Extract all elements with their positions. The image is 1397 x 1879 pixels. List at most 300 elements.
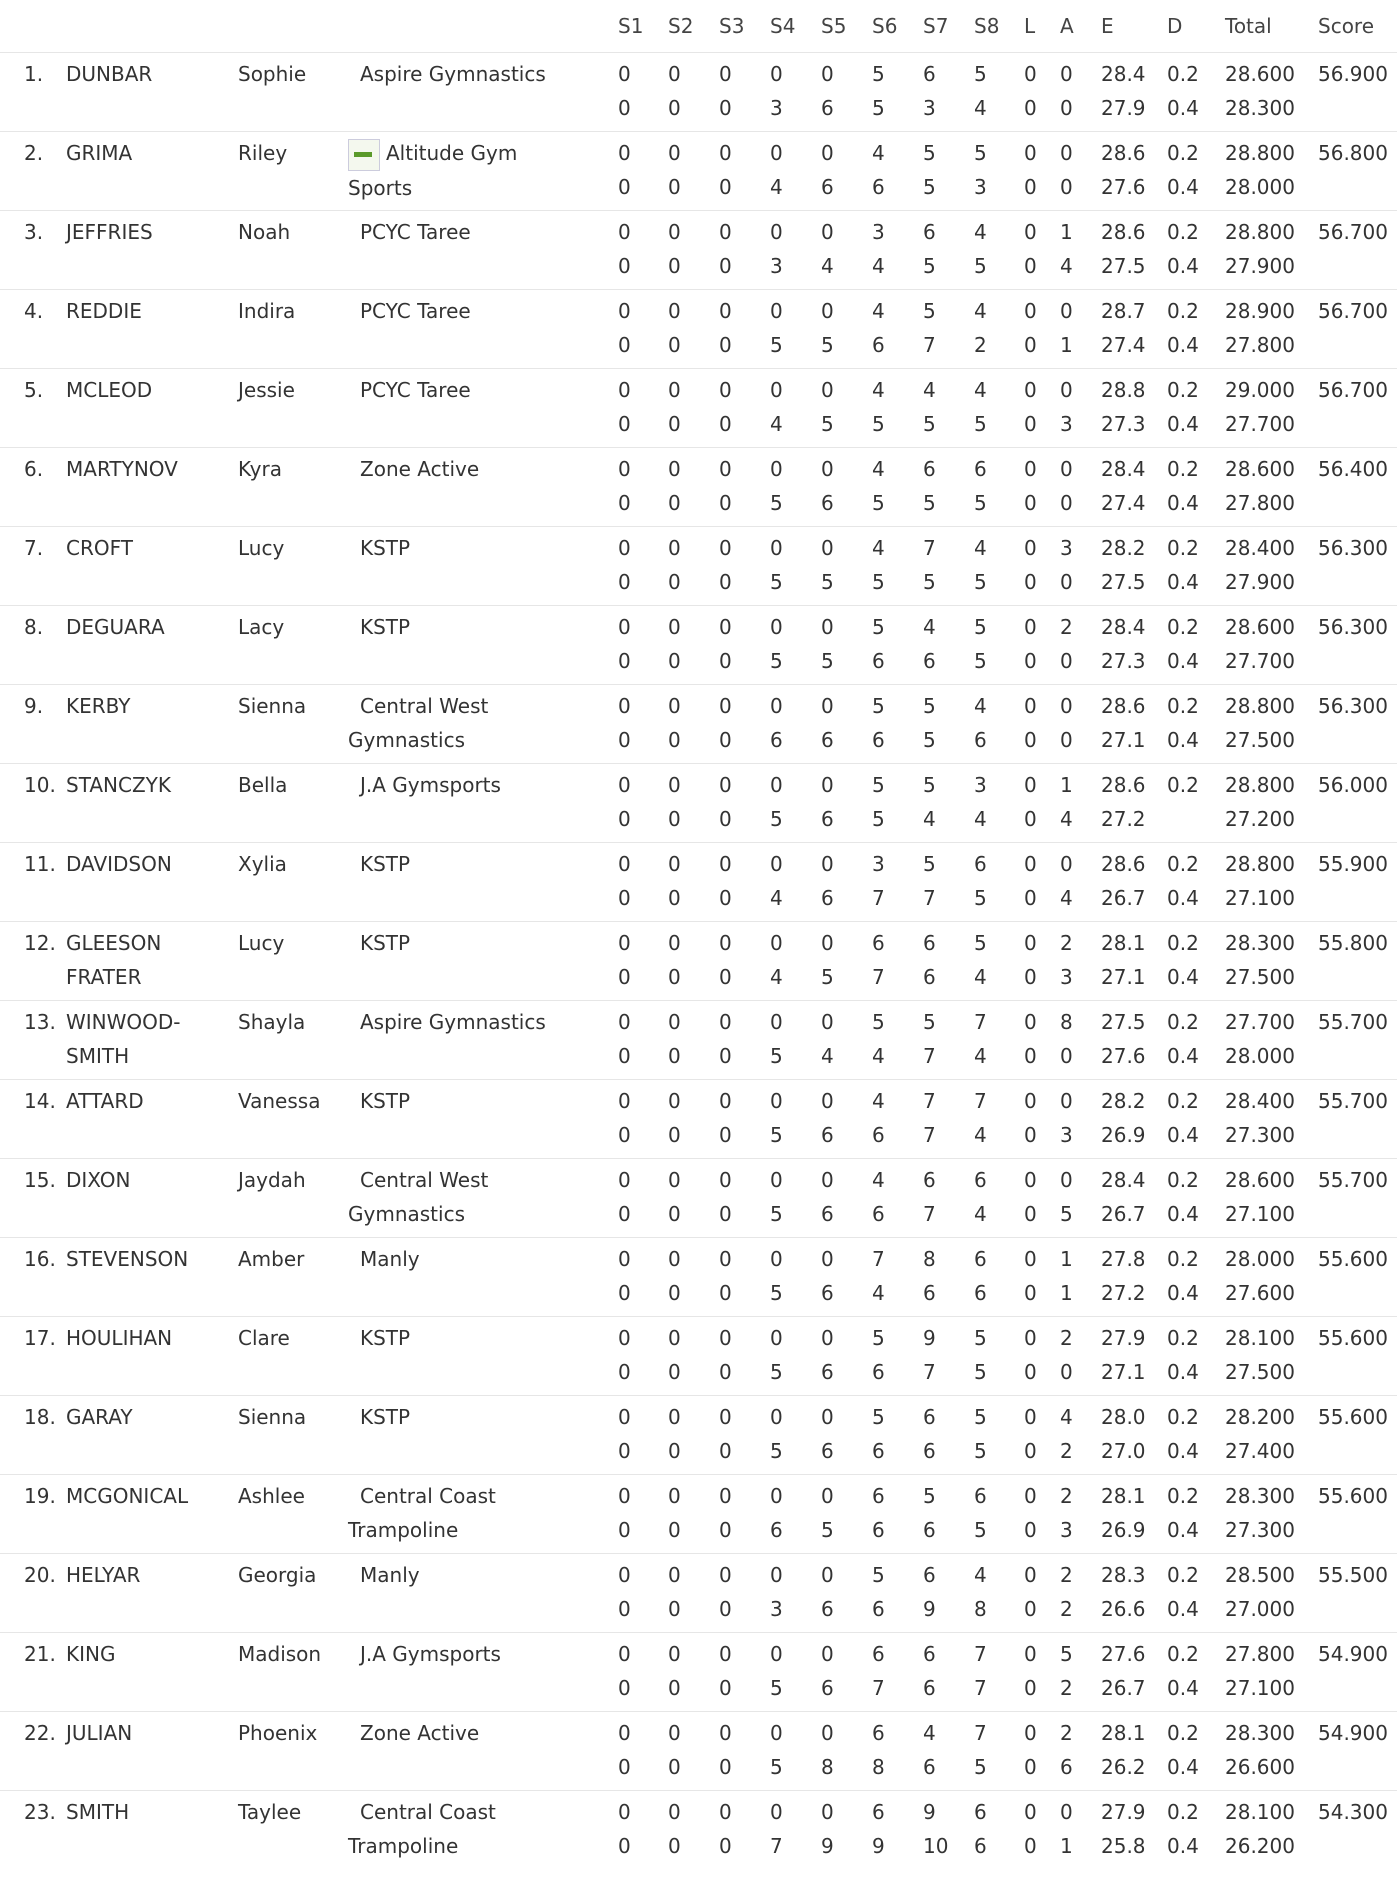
table-row bbox=[0, 210, 1397, 289]
routine1-s5: 0 bbox=[821, 378, 834, 402]
routine2-l: 0 bbox=[1024, 1360, 1037, 1384]
routine2-s1: 0 bbox=[618, 333, 631, 357]
routine2-l: 0 bbox=[1024, 649, 1037, 673]
routine1-s7: 5 bbox=[923, 1484, 936, 1508]
routine1-s1: 0 bbox=[618, 852, 631, 876]
routine2-s6: 8 bbox=[872, 1755, 885, 1779]
routine1-s5: 0 bbox=[821, 931, 834, 955]
routine2-total: 27.500 bbox=[1225, 965, 1295, 989]
routine2-total: 27.500 bbox=[1225, 728, 1295, 752]
routine1-total: 28.500 bbox=[1225, 1563, 1295, 1587]
rank: 23. bbox=[24, 1800, 56, 1824]
routine2-total: 27.500 bbox=[1225, 1360, 1295, 1384]
routine2-s4: 5 bbox=[770, 1360, 783, 1384]
routine2-a: 4 bbox=[1060, 807, 1073, 831]
routine2-d: 0.4 bbox=[1167, 965, 1199, 989]
routine2-s4: 5 bbox=[770, 1044, 783, 1068]
routine1-e: 28.6 bbox=[1101, 141, 1146, 165]
routine2-s6: 6 bbox=[872, 1597, 885, 1621]
routine2-e: 27.3 bbox=[1101, 649, 1146, 673]
routine2-d: 0.4 bbox=[1167, 175, 1199, 199]
last-name: ATTARD bbox=[66, 1089, 144, 1113]
routine2-s6: 5 bbox=[872, 96, 885, 120]
routine2-s5: 6 bbox=[821, 1123, 834, 1147]
routine2-s3: 0 bbox=[719, 1518, 732, 1542]
routine2-e: 25.8 bbox=[1101, 1834, 1146, 1858]
routine2-total: 27.700 bbox=[1225, 649, 1295, 673]
routine1-s4: 0 bbox=[770, 220, 783, 244]
routine2-s5: 4 bbox=[821, 254, 834, 278]
routine1-total: 27.700 bbox=[1225, 1010, 1295, 1034]
routine2-s7: 6 bbox=[923, 1755, 936, 1779]
routine1-d: 0.2 bbox=[1167, 615, 1199, 639]
routine1-s2: 0 bbox=[668, 1326, 681, 1350]
rank: 17. bbox=[24, 1326, 56, 1350]
routine1-s1: 0 bbox=[618, 694, 631, 718]
routine1-l: 0 bbox=[1024, 1089, 1037, 1113]
routine1-s1: 0 bbox=[618, 62, 631, 86]
routine1-s7: 6 bbox=[923, 457, 936, 481]
last-name: KING bbox=[66, 1642, 116, 1666]
club-name: KSTP bbox=[360, 931, 411, 955]
routine1-s4: 0 bbox=[770, 536, 783, 560]
routine2-d: 0.4 bbox=[1167, 96, 1199, 120]
rank: 15. bbox=[24, 1168, 56, 1192]
routine1-e: 27.6 bbox=[1101, 1642, 1146, 1666]
routine2-s1: 0 bbox=[618, 1755, 631, 1779]
routine1-a: 0 bbox=[1060, 378, 1073, 402]
routine2-d: 0.4 bbox=[1167, 649, 1199, 673]
routine1-s3: 0 bbox=[719, 615, 732, 639]
routine2-s3: 0 bbox=[719, 175, 732, 199]
routine1-s5: 0 bbox=[821, 536, 834, 560]
routine2-s8: 6 bbox=[974, 1834, 987, 1858]
routine2-e: 27.6 bbox=[1101, 175, 1146, 199]
routine1-l: 0 bbox=[1024, 1247, 1037, 1271]
routine1-s8: 6 bbox=[974, 457, 987, 481]
routine2-a: 4 bbox=[1060, 886, 1073, 910]
routine1-s8: 7 bbox=[974, 1089, 987, 1113]
routine2-s3: 0 bbox=[719, 1360, 732, 1384]
column-header-e: E bbox=[1101, 14, 1114, 38]
table-row bbox=[0, 1632, 1397, 1711]
routine1-s7: 7 bbox=[923, 536, 936, 560]
first-name: Indira bbox=[238, 299, 296, 323]
routine1-d: 0.2 bbox=[1167, 378, 1199, 402]
routine2-s1: 0 bbox=[618, 491, 631, 515]
routine1-total: 28.800 bbox=[1225, 773, 1295, 797]
routine1-s5: 0 bbox=[821, 1721, 834, 1745]
routine1-a: 2 bbox=[1060, 1484, 1073, 1508]
routine1-e: 28.4 bbox=[1101, 62, 1146, 86]
routine1-s3: 0 bbox=[719, 457, 732, 481]
routine1-total: 29.000 bbox=[1225, 378, 1295, 402]
table-row bbox=[0, 1079, 1397, 1158]
routine2-a: 3 bbox=[1060, 1518, 1073, 1542]
routine2-a: 1 bbox=[1060, 333, 1073, 357]
routine1-s6: 5 bbox=[872, 694, 885, 718]
routine2-s2: 0 bbox=[668, 965, 681, 989]
routine1-d: 0.2 bbox=[1167, 931, 1199, 955]
routine2-d: 0.4 bbox=[1167, 1597, 1199, 1621]
club-name: Aspire Gymnastics bbox=[360, 62, 546, 86]
club-name: KSTP bbox=[360, 852, 411, 876]
routine1-s6: 5 bbox=[872, 1563, 885, 1587]
routine2-s1: 0 bbox=[618, 728, 631, 752]
routine1-s2: 0 bbox=[668, 457, 681, 481]
routine2-s7: 7 bbox=[923, 1202, 936, 1226]
routine2-s8: 7 bbox=[974, 1676, 987, 1700]
routine1-e: 28.8 bbox=[1101, 378, 1146, 402]
routine1-s2: 0 bbox=[668, 378, 681, 402]
routine2-s3: 0 bbox=[719, 807, 732, 831]
routine2-a: 2 bbox=[1060, 1676, 1073, 1700]
club-name: Aspire Gymnastics bbox=[360, 1010, 546, 1034]
routine2-e: 27.1 bbox=[1101, 1360, 1146, 1384]
routine2-s7: 7 bbox=[923, 1360, 936, 1384]
routine2-e: 26.2 bbox=[1101, 1755, 1146, 1779]
routine1-s5: 0 bbox=[821, 1168, 834, 1192]
club-name: Zone Active bbox=[360, 457, 480, 481]
rank: 3. bbox=[24, 220, 44, 244]
routine1-s6: 4 bbox=[872, 1168, 885, 1192]
club-name: Central Coast Trampoline bbox=[348, 1800, 496, 1858]
routine2-l: 0 bbox=[1024, 1755, 1037, 1779]
routine2-s3: 0 bbox=[719, 1281, 732, 1305]
routine1-s7: 9 bbox=[923, 1326, 936, 1350]
routine2-s4: 6 bbox=[770, 1518, 783, 1542]
routine1-total: 28.000 bbox=[1225, 1247, 1295, 1271]
table-row bbox=[0, 763, 1397, 842]
routine2-a: 0 bbox=[1060, 1360, 1073, 1384]
routine1-s5: 0 bbox=[821, 141, 834, 165]
routine2-total: 27.100 bbox=[1225, 1202, 1295, 1226]
club-name: Altitude Gym Sports bbox=[348, 136, 568, 205]
routine1-s2: 0 bbox=[668, 1721, 681, 1745]
routine1-s6: 5 bbox=[872, 615, 885, 639]
routine1-s1: 0 bbox=[618, 1326, 631, 1350]
routine1-s3: 0 bbox=[719, 1800, 732, 1824]
club-name: PCYC Taree bbox=[360, 378, 471, 402]
routine2-s6: 6 bbox=[872, 175, 885, 199]
last-name: JEFFRIES bbox=[66, 220, 153, 244]
routine1-a: 2 bbox=[1060, 1721, 1073, 1745]
routine2-s2: 0 bbox=[668, 254, 681, 278]
routine2-s5: 8 bbox=[821, 1755, 834, 1779]
table-row bbox=[0, 1158, 1397, 1237]
routine2-s2: 0 bbox=[668, 1439, 681, 1463]
routine1-total: 28.800 bbox=[1225, 694, 1295, 718]
routine1-s7: 4 bbox=[923, 1721, 936, 1745]
routine1-a: 5 bbox=[1060, 1642, 1073, 1666]
routine1-s5: 0 bbox=[821, 62, 834, 86]
first-name: Riley bbox=[238, 141, 288, 165]
last-name: STANCZYK bbox=[66, 773, 171, 797]
score: 56.700 bbox=[1318, 220, 1388, 244]
routine1-s4: 0 bbox=[770, 1405, 783, 1429]
routine1-s1: 0 bbox=[618, 1563, 631, 1587]
routine2-s7: 4 bbox=[923, 807, 936, 831]
routine2-l: 0 bbox=[1024, 1044, 1037, 1068]
last-name: DAVIDSON bbox=[66, 852, 172, 876]
routine2-s6: 4 bbox=[872, 254, 885, 278]
routine2-l: 0 bbox=[1024, 728, 1037, 752]
routine1-d: 0.2 bbox=[1167, 694, 1199, 718]
routine2-e: 26.7 bbox=[1101, 1676, 1146, 1700]
routine1-s8: 7 bbox=[974, 1721, 987, 1745]
routine2-s2: 0 bbox=[668, 1202, 681, 1226]
routine1-s1: 0 bbox=[618, 931, 631, 955]
routine2-s2: 0 bbox=[668, 1834, 681, 1858]
routine2-total: 27.800 bbox=[1225, 333, 1295, 357]
club-name: Zone Active bbox=[360, 1721, 480, 1745]
routine1-s7: 5 bbox=[923, 299, 936, 323]
routine2-s8: 8 bbox=[974, 1597, 987, 1621]
routine1-a: 1 bbox=[1060, 220, 1073, 244]
first-name: Bella bbox=[238, 773, 288, 797]
routine2-a: 0 bbox=[1060, 1044, 1073, 1068]
routine2-s8: 4 bbox=[974, 96, 987, 120]
routine2-d: 0.4 bbox=[1167, 1676, 1199, 1700]
routine1-s3: 0 bbox=[719, 536, 732, 560]
routine2-d: 0.4 bbox=[1167, 886, 1199, 910]
routine2-d: 0.4 bbox=[1167, 1044, 1199, 1068]
routine2-s6: 6 bbox=[872, 728, 885, 752]
routine1-e: 28.6 bbox=[1101, 773, 1146, 797]
routine1-s2: 0 bbox=[668, 1089, 681, 1113]
routine1-s6: 5 bbox=[872, 1010, 885, 1034]
routine2-s6: 4 bbox=[872, 1281, 885, 1305]
routine1-s3: 0 bbox=[719, 1721, 732, 1745]
routine1-s4: 0 bbox=[770, 378, 783, 402]
routine2-e: 26.7 bbox=[1101, 1202, 1146, 1226]
routine2-a: 1 bbox=[1060, 1281, 1073, 1305]
score: 56.300 bbox=[1318, 536, 1388, 560]
rank: 9. bbox=[24, 694, 44, 718]
rank: 1. bbox=[24, 62, 44, 86]
routine1-total: 28.100 bbox=[1225, 1800, 1295, 1824]
score: 55.600 bbox=[1318, 1247, 1388, 1271]
routine1-e: 28.2 bbox=[1101, 1089, 1146, 1113]
routine1-s8: 5 bbox=[974, 141, 987, 165]
routine2-l: 0 bbox=[1024, 1202, 1037, 1226]
routine2-s3: 0 bbox=[719, 254, 732, 278]
routine1-s6: 3 bbox=[872, 852, 885, 876]
club-name: J.A Gymsports bbox=[360, 1642, 501, 1666]
routine2-e: 27.6 bbox=[1101, 1044, 1146, 1068]
routine1-e: 27.5 bbox=[1101, 1010, 1146, 1034]
routine1-l: 0 bbox=[1024, 852, 1037, 876]
routine2-s4: 4 bbox=[770, 412, 783, 436]
club-name: Manly bbox=[360, 1247, 420, 1271]
routine2-s2: 0 bbox=[668, 491, 681, 515]
routine1-d: 0.2 bbox=[1167, 220, 1199, 244]
column-header-a: A bbox=[1060, 14, 1074, 38]
routine1-s6: 7 bbox=[872, 1247, 885, 1271]
routine1-s8: 5 bbox=[974, 62, 987, 86]
routine2-s8: 5 bbox=[974, 649, 987, 673]
last-name: STEVENSON bbox=[66, 1247, 189, 1271]
routine1-s6: 5 bbox=[872, 1326, 885, 1350]
routine2-e: 27.5 bbox=[1101, 570, 1146, 594]
last-name: WINWOOD-SMITH bbox=[66, 1010, 181, 1068]
routine1-s1: 0 bbox=[618, 615, 631, 639]
routine2-s1: 0 bbox=[618, 1834, 631, 1858]
routine1-d: 0.2 bbox=[1167, 1247, 1199, 1271]
score: 55.700 bbox=[1318, 1168, 1388, 1192]
routine1-s3: 0 bbox=[719, 1247, 732, 1271]
last-name: SMITH bbox=[66, 1800, 130, 1824]
routine1-d: 0.2 bbox=[1167, 1405, 1199, 1429]
routine2-s4: 6 bbox=[770, 728, 783, 752]
routine1-s5: 0 bbox=[821, 220, 834, 244]
table-row bbox=[0, 131, 1397, 210]
routine2-e: 26.7 bbox=[1101, 886, 1146, 910]
score: 56.000 bbox=[1318, 773, 1388, 797]
routine1-s2: 0 bbox=[668, 615, 681, 639]
routine2-s3: 0 bbox=[719, 333, 732, 357]
routine1-s6: 5 bbox=[872, 1405, 885, 1429]
routine1-s2: 0 bbox=[668, 62, 681, 86]
score: 55.500 bbox=[1318, 1563, 1388, 1587]
routine2-s4: 5 bbox=[770, 1755, 783, 1779]
routine2-d: 0.4 bbox=[1167, 491, 1199, 515]
first-name: Lucy bbox=[238, 536, 285, 560]
routine1-e: 28.4 bbox=[1101, 615, 1146, 639]
routine1-a: 0 bbox=[1060, 694, 1073, 718]
routine2-s3: 0 bbox=[719, 886, 732, 910]
routine2-s4: 5 bbox=[770, 1123, 783, 1147]
routine1-l: 0 bbox=[1024, 220, 1037, 244]
first-name: Kyra bbox=[238, 457, 282, 481]
routine2-s1: 0 bbox=[618, 412, 631, 436]
routine2-a: 4 bbox=[1060, 254, 1073, 278]
routine2-s5: 6 bbox=[821, 1360, 834, 1384]
routine1-total: 28.400 bbox=[1225, 1089, 1295, 1113]
table-row bbox=[0, 921, 1397, 1000]
routine2-s7: 7 bbox=[923, 1044, 936, 1068]
first-name: Madison bbox=[238, 1642, 322, 1666]
routine1-s8: 6 bbox=[974, 1484, 987, 1508]
routine2-s4: 5 bbox=[770, 333, 783, 357]
routine1-s6: 6 bbox=[872, 1800, 885, 1824]
routine2-s2: 0 bbox=[668, 649, 681, 673]
routine1-s1: 0 bbox=[618, 773, 631, 797]
routine2-s3: 0 bbox=[719, 491, 732, 515]
routine2-s8: 2 bbox=[974, 333, 987, 357]
routine2-s3: 0 bbox=[719, 728, 732, 752]
routine2-s6: 5 bbox=[872, 412, 885, 436]
last-name: DEGUARA bbox=[66, 615, 165, 639]
routine2-l: 0 bbox=[1024, 807, 1037, 831]
club-name: PCYC Taree bbox=[360, 299, 471, 323]
routine2-s7: 6 bbox=[923, 1676, 936, 1700]
column-header-s7: S7 bbox=[923, 14, 949, 38]
routine2-s2: 0 bbox=[668, 1123, 681, 1147]
routine1-s7: 6 bbox=[923, 1168, 936, 1192]
routine2-s3: 0 bbox=[719, 1676, 732, 1700]
routine2-s2: 0 bbox=[668, 1597, 681, 1621]
routine1-l: 0 bbox=[1024, 615, 1037, 639]
routine2-d: 0.4 bbox=[1167, 1518, 1199, 1542]
routine2-s8: 4 bbox=[974, 807, 987, 831]
routine2-e: 26.6 bbox=[1101, 1597, 1146, 1621]
routine1-s7: 4 bbox=[923, 378, 936, 402]
score: 54.900 bbox=[1318, 1642, 1388, 1666]
club-name: J.A Gymsports bbox=[360, 773, 501, 797]
routine1-s6: 6 bbox=[872, 1721, 885, 1745]
rank: 18. bbox=[24, 1405, 56, 1429]
routine1-s8: 4 bbox=[974, 299, 987, 323]
routine1-total: 27.800 bbox=[1225, 1642, 1295, 1666]
routine1-s5: 0 bbox=[821, 773, 834, 797]
routine1-s2: 0 bbox=[668, 220, 681, 244]
routine1-s5: 0 bbox=[821, 694, 834, 718]
routine1-s2: 0 bbox=[668, 1168, 681, 1192]
routine1-s5: 0 bbox=[821, 457, 834, 481]
column-header-score: Score bbox=[1318, 14, 1375, 38]
routine1-a: 1 bbox=[1060, 773, 1073, 797]
routine2-s1: 0 bbox=[618, 886, 631, 910]
routine2-s2: 0 bbox=[668, 412, 681, 436]
routine1-a: 1 bbox=[1060, 1247, 1073, 1271]
routine2-s6: 7 bbox=[872, 1676, 885, 1700]
routine2-s6: 7 bbox=[872, 886, 885, 910]
club-name: Central Coast Trampoline bbox=[348, 1484, 496, 1542]
routine1-s3: 0 bbox=[719, 1010, 732, 1034]
score: 55.900 bbox=[1318, 852, 1388, 876]
routine1-s5: 0 bbox=[821, 1642, 834, 1666]
routine2-s5: 5 bbox=[821, 965, 834, 989]
routine1-s6: 5 bbox=[872, 773, 885, 797]
rank: 21. bbox=[24, 1642, 56, 1666]
routine1-s1: 0 bbox=[618, 1800, 631, 1824]
last-name: GARAY bbox=[66, 1405, 133, 1429]
routine1-s5: 0 bbox=[821, 1405, 834, 1429]
routine1-s3: 0 bbox=[719, 62, 732, 86]
routine2-s2: 0 bbox=[668, 333, 681, 357]
routine1-total: 28.600 bbox=[1225, 1168, 1295, 1192]
routine2-s1: 0 bbox=[618, 965, 631, 989]
routine2-s3: 0 bbox=[719, 1755, 732, 1779]
routine1-e: 28.1 bbox=[1101, 1484, 1146, 1508]
routine2-l: 0 bbox=[1024, 96, 1037, 120]
routine2-s3: 0 bbox=[719, 1439, 732, 1463]
routine2-a: 1 bbox=[1060, 1834, 1073, 1858]
routine1-s5: 0 bbox=[821, 615, 834, 639]
routine1-s8: 5 bbox=[974, 931, 987, 955]
routine2-s1: 0 bbox=[618, 1360, 631, 1384]
column-header-d: D bbox=[1167, 14, 1183, 38]
routine1-a: 2 bbox=[1060, 931, 1073, 955]
routine1-s1: 0 bbox=[618, 1010, 631, 1034]
routine2-s8: 4 bbox=[974, 965, 987, 989]
score: 56.700 bbox=[1318, 299, 1388, 323]
routine1-l: 0 bbox=[1024, 1484, 1037, 1508]
routine2-a: 0 bbox=[1060, 649, 1073, 673]
column-header-s3: S3 bbox=[719, 14, 745, 38]
routine1-s5: 0 bbox=[821, 852, 834, 876]
routine2-s3: 0 bbox=[719, 570, 732, 594]
score: 56.900 bbox=[1318, 62, 1388, 86]
routine2-d: 0.4 bbox=[1167, 1123, 1199, 1147]
routine1-s6: 4 bbox=[872, 457, 885, 481]
club-name: KSTP bbox=[360, 536, 411, 560]
routine2-s7: 6 bbox=[923, 965, 936, 989]
first-name: Sophie bbox=[238, 62, 307, 86]
routine1-l: 0 bbox=[1024, 536, 1037, 560]
routine2-d: 0.4 bbox=[1167, 254, 1199, 278]
